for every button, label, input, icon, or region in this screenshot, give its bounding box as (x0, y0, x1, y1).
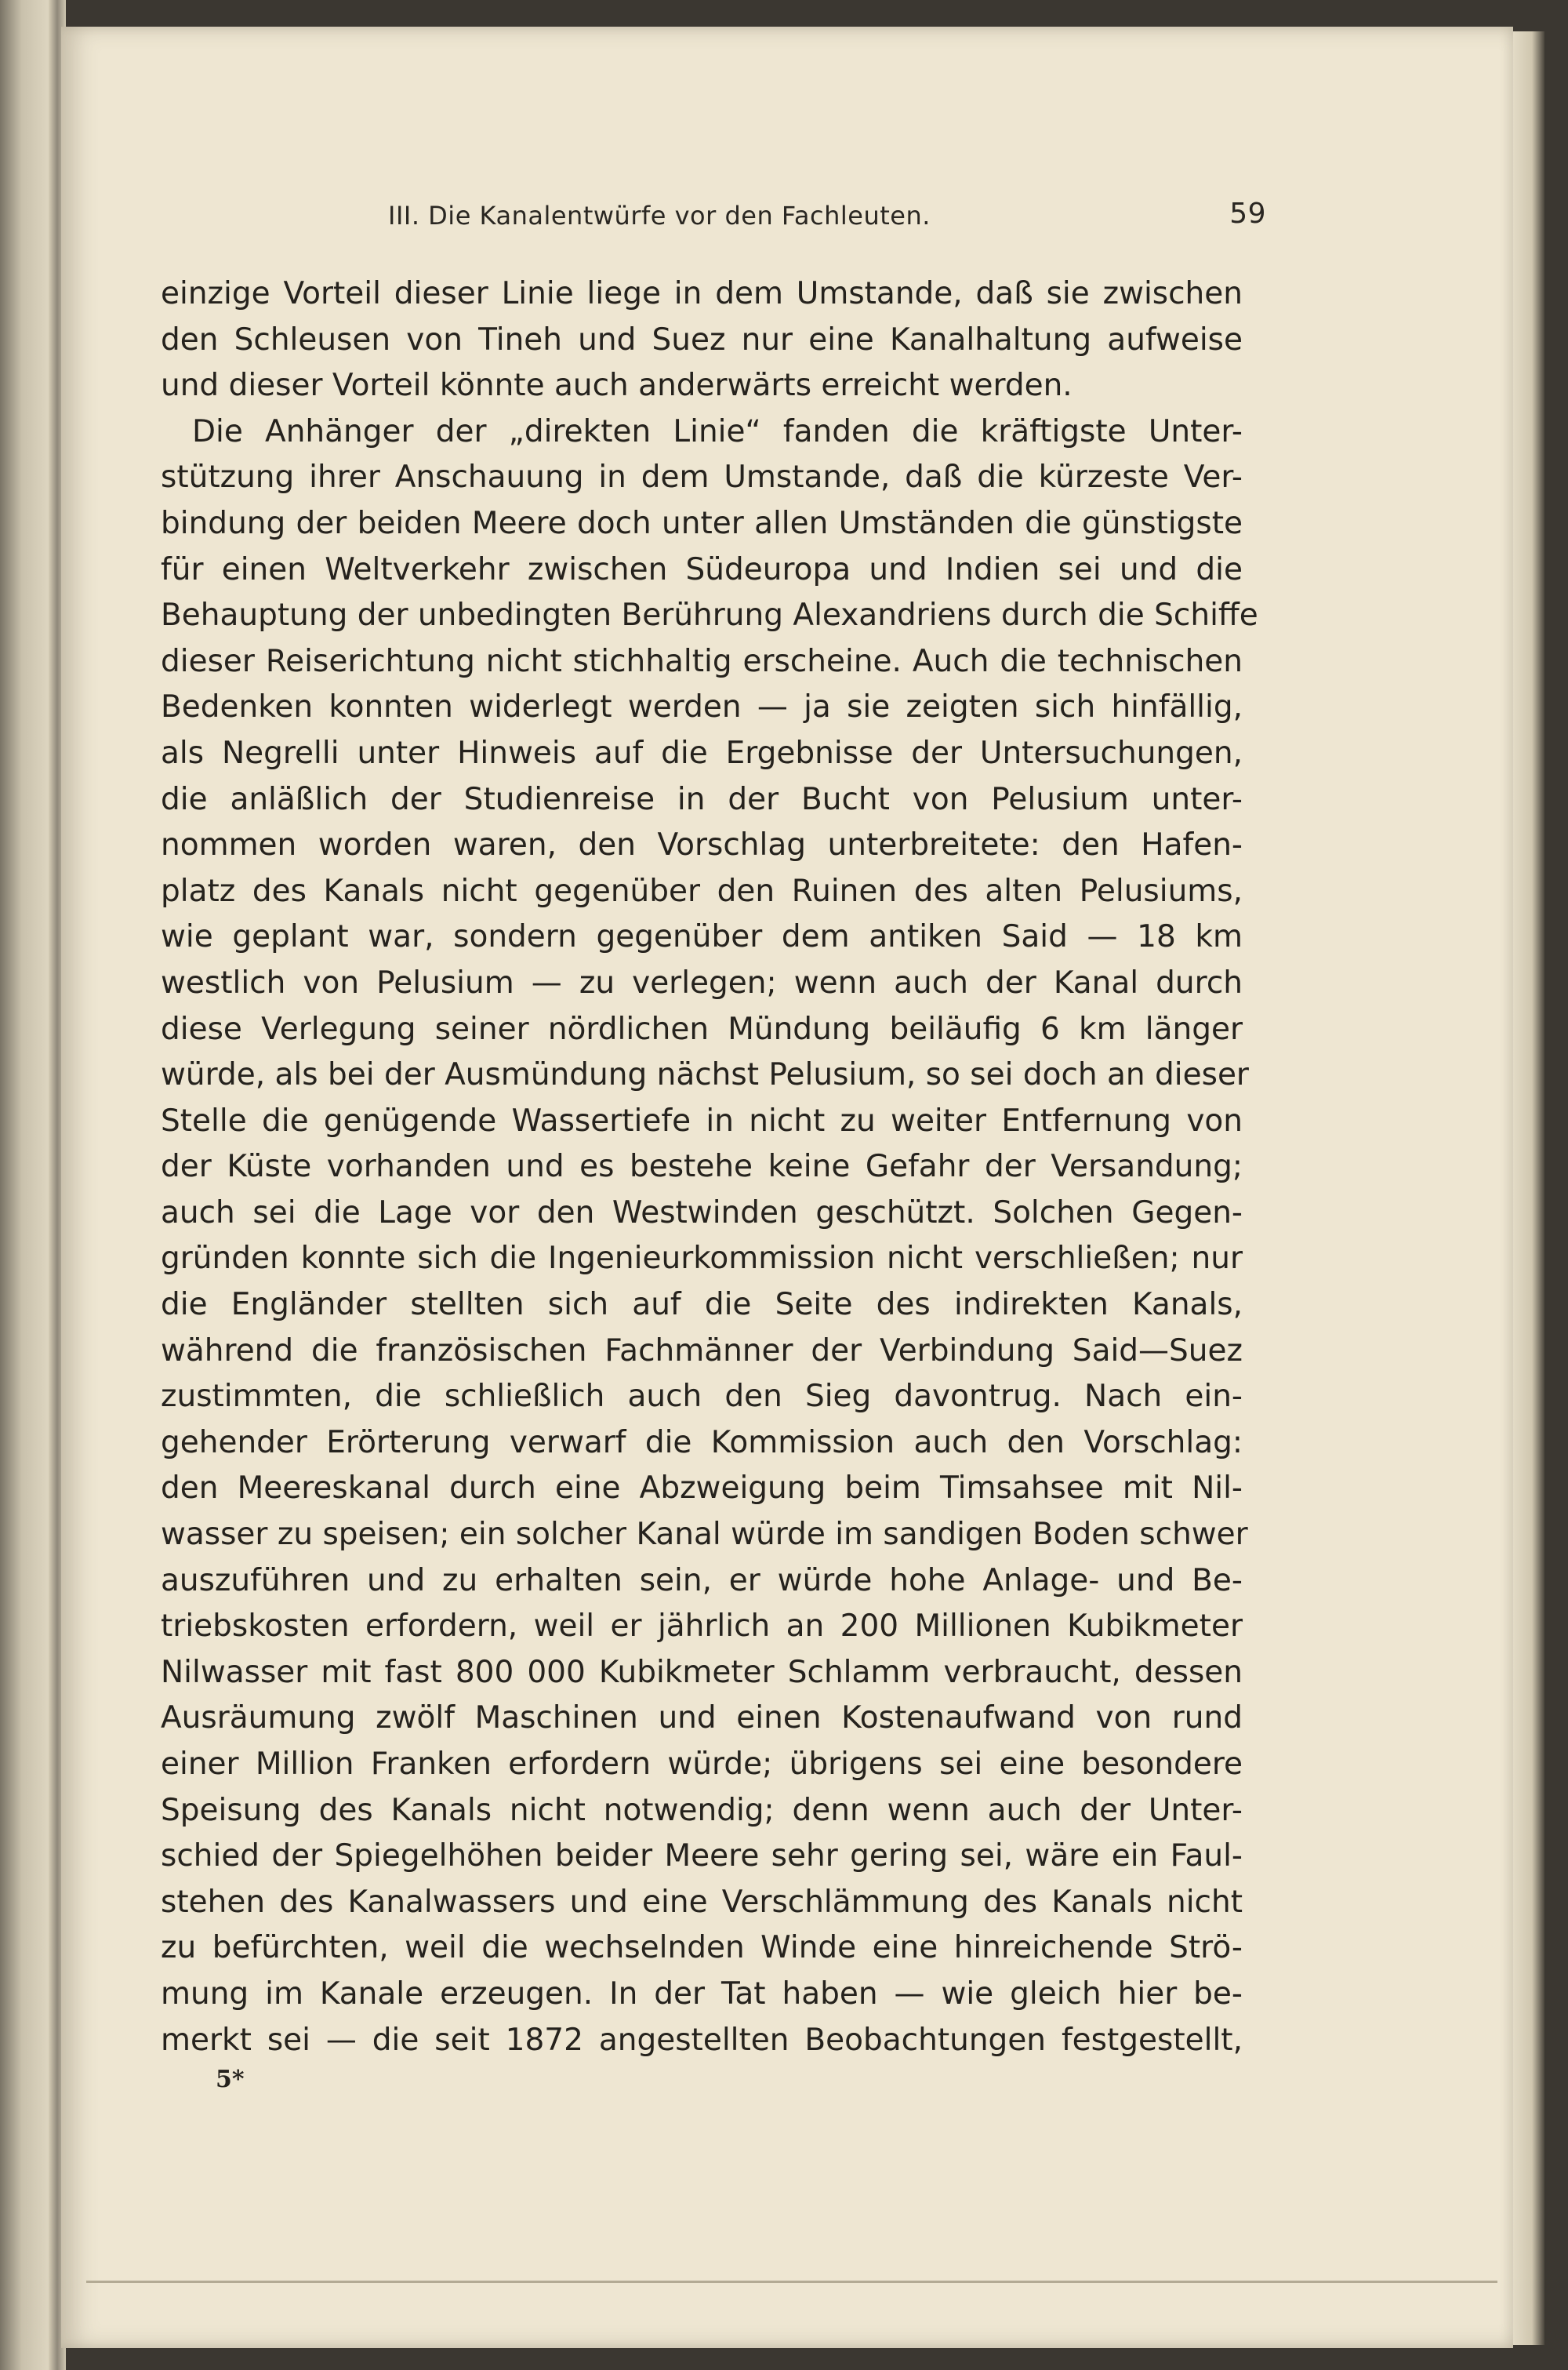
text-line: Speisung des Kanals nicht notwendig; denn wenn auch der Unter- (161, 1792, 1243, 1828)
text-line: platz des Kanals nicht gegenüber den Ruinen des alten Pelusiums, (161, 873, 1243, 909)
page-fore-edge (1513, 31, 1544, 2345)
text-line: den Meereskanal durch eine Abzweigung beim Timsahsee mit Nil- (161, 1470, 1243, 1507)
text-line: stützung ihrer Anschauung in dem Umstande, daß die kürzeste Ver- (161, 460, 1243, 496)
text-line: der Küste vorhanden und es bestehe keine Gefahr der Versandung; (161, 1149, 1243, 1185)
text-line: gehender Erörterung verwarf die Kommission auch den Vorschlag: (161, 1424, 1243, 1460)
text-line: gründen konnte sich die Ingenieurkommission nicht verschließen; nur (161, 1241, 1243, 1277)
text-line: Die Anhänger der „direkten Linie“ fanden die kräftigste Unter- (192, 413, 1243, 449)
running-head-title: III. Die Kanalentwürfe vor den Fachleuten. (388, 201, 931, 231)
facing-page-edge (0, 0, 55, 2370)
text-line: Behauptung der unbedingten Berührung Alexandriens durch die Schiffe (161, 598, 1258, 634)
text-line: Bedenken konnten widerlegt werden — ja sie zeigten sich hinfällig, (161, 689, 1243, 725)
text-line: die anläßlich der Studienreise in der Bucht von Pelusium unter- (161, 781, 1243, 817)
text-line: stehen des Kanalwassers und eine Verschlämmung des Kanals nicht (161, 1884, 1243, 1920)
page-bottom-edge (86, 2281, 1497, 2283)
text-line: während die französischen Fachmänner der Verbindung Said—Suez (161, 1332, 1243, 1369)
text-line: einer Million Franken erfordern würde; übrigens sei eine besondere (161, 1747, 1243, 1782)
text-line: für einen Weltverkehr zwischen Südeuropa und Indien sei und die (161, 551, 1243, 587)
page-number: 59 (1229, 198, 1266, 230)
text-line: und dieser Vorteil könnte auch anderwärts erreicht werden. (161, 368, 1073, 404)
text-line: nommen worden waren, den Vorschlag unterbreitete: den Hafen- (161, 827, 1243, 863)
text-line: wasser zu speisen; ein solcher Kanal würde im sandigen Boden schwer (161, 1517, 1248, 1553)
text-line: die Engländer stellten sich auf die Seite des indirekten Kanals, (161, 1287, 1243, 1323)
text-line: mung im Kanale erzeugen. In der Tat haben — wie gleich hier be- (161, 1976, 1243, 2012)
text-line: schied der Spiegelhöhen beider Meere sehr gering sei, wäre ein Faul- (161, 1838, 1243, 1874)
text-line: Nilwasser mit fast 800 000 Kubikmeter Schlamm verbraucht, dessen (161, 1654, 1243, 1690)
text-line: würde, als bei der Ausmündung nächst Pelusium, so sei doch an dieser (161, 1057, 1249, 1093)
signature-mark: 5* (216, 2066, 245, 2093)
text-line: Ausräumung zwölf Maschinen und einen Kostenaufwand von rund (161, 1700, 1243, 1736)
text-line: diese Verlegung seiner nördlichen Mündung beiläufig 6 km länger (161, 1011, 1243, 1047)
running-head (388, 194, 1266, 242)
text-line: als Negrelli unter Hinweis auf die Ergebnisse der Untersuchungen, (161, 735, 1243, 771)
text-line: zu befürchten, weil die wechselnden Winde eine hinreichende Strö- (161, 1930, 1243, 1966)
text-line: den Schleusen von Tineh und Suez nur eine Kanalhaltung aufweise (161, 322, 1243, 358)
text-line: auszuführen und zu erhalten sein, er würde hohe Anlage- und Be- (161, 1562, 1243, 1598)
text-line: auch sei die Lage vor den Westwinden geschützt. Solchen Gegen- (161, 1194, 1243, 1230)
text-line: triebskosten erfordern, weil er jährlich an 200 Millionen Kubikmeter (161, 1608, 1243, 1645)
text-line: westlich von Pelusium — zu verlegen; wenn auch der Kanal durch (161, 965, 1243, 1001)
text-line: zustimmten, die schließlich auch den Sieg davontrug. Nach ein- (161, 1379, 1243, 1415)
body-text (161, 271, 1258, 2063)
text-line: einzige Vorteil dieser Linie liege in dem Umstande, daß sie zwischen (161, 276, 1243, 311)
text-line: wie geplant war, sondern gegenüber dem antiken Said — 18 km (161, 919, 1243, 955)
text-line: bindung der beiden Meere doch unter allen Umständen die günstigste (161, 505, 1243, 541)
text-line: merkt sei — die seit 1872 angestellten Beobachtungen festgestellt, (161, 2022, 1243, 2058)
text-line: dieser Reiserichtung nicht stichhaltig erscheine. Auch die technischen (161, 643, 1243, 679)
text-line: Stelle die genügende Wassertiefe in nicht zu weiter Entfernung von (161, 1103, 1243, 1139)
